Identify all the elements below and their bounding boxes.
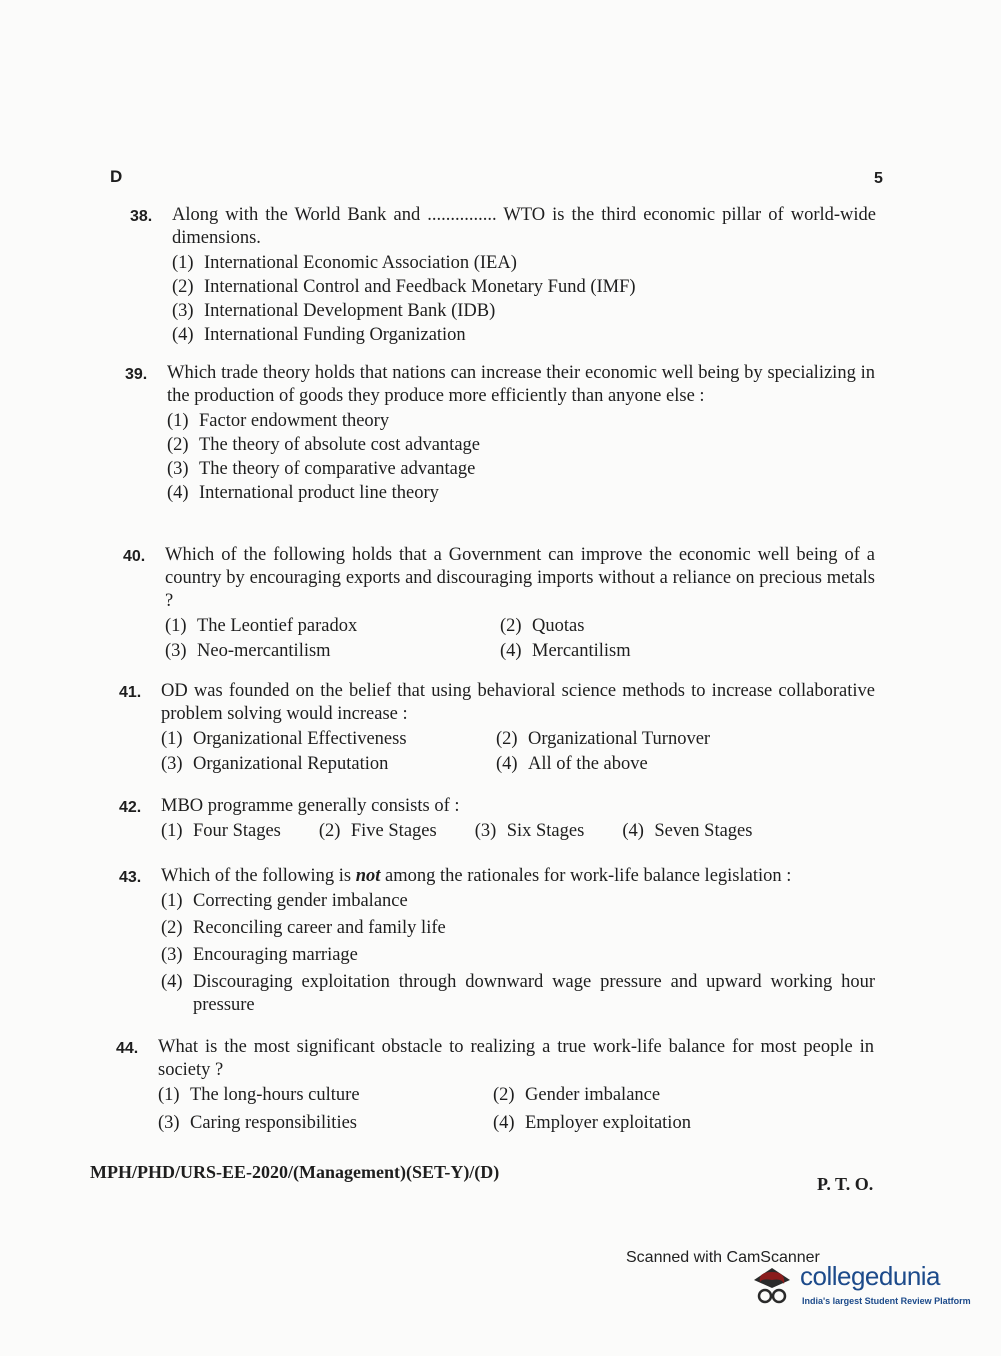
option: (1) International Economic Association (IEA) <box>172 253 517 273</box>
option: (3) International Development Bank (IDB) <box>172 301 496 321</box>
option: (4) Employer exploitation <box>493 1113 691 1133</box>
option: (4) International product line theory <box>167 483 439 503</box>
option: (3) Encouraging marriage <box>161 945 358 965</box>
question-number: 39. <box>125 366 148 383</box>
option: (2) Reconciling career and family life <box>161 918 446 938</box>
option: (4) Discouraging exploitation through downward wage pressure and upward working hour pressure <box>161 972 875 1015</box>
mascot-icon <box>748 1264 796 1310</box>
option: (1) The long-hours culture <box>158 1085 360 1105</box>
option: (4) Seven Stages <box>622 821 753 841</box>
question-38 <box>130 204 876 348</box>
option: (1) Organizational Effectiveness <box>161 729 407 749</box>
option: (4) All of the above <box>496 754 648 774</box>
brand-name: collegedunia <box>800 1261 941 1291</box>
option: (3) The theory of comparative advantage <box>167 459 476 479</box>
option-row <box>161 753 875 778</box>
option: (2) International Control and Feedback Monetary Fund (IMF) <box>172 277 636 297</box>
question-43 <box>119 865 875 1017</box>
scanned-watermark: Scanned with CamScanner <box>626 1249 820 1266</box>
option-row <box>161 728 875 753</box>
question-text: Which of the following holds that a Government can improve the economic well being of a country by encouraging exports and discouraging imports without a reliance on precious metals ? <box>165 545 875 611</box>
brand-tagline: India's largest Student Review Platform <box>802 1296 971 1306</box>
option-row <box>165 640 875 665</box>
option: (3) Neo-mercantilism <box>165 641 331 661</box>
collegedunia-logo <box>748 1258 973 1318</box>
question-number: 40. <box>123 548 146 565</box>
option: (2) Gender imbalance <box>493 1085 661 1105</box>
option: (2) Organizational Turnover <box>496 729 711 749</box>
pto-label: P. T. O. <box>817 1174 874 1194</box>
question-number: 42. <box>119 799 142 816</box>
option-row <box>158 1084 874 1112</box>
option-row <box>165 615 875 640</box>
option: (2) Five Stages <box>318 821 437 841</box>
option: (2) Quotas <box>500 616 585 636</box>
option: (4) Mercantilism <box>500 641 631 661</box>
question-text: Which of the following is not among the rationales for work-life balance legislation : <box>161 866 792 886</box>
option: (1) The Leontief paradox <box>165 616 358 636</box>
question-text: MBO programme generally consists of : <box>161 796 460 816</box>
option: (3) Organizational Reputation <box>161 754 389 774</box>
page-number: 5 <box>874 170 883 187</box>
question-text: What is the most significant obstacle to realizing a true work-life balance for most people in society ? <box>158 1037 874 1080</box>
question-40 <box>123 544 875 665</box>
option: (3) Caring responsibilities <box>158 1113 357 1133</box>
emphasis-not: not <box>355 866 381 886</box>
option: (1) Four Stages <box>161 821 281 841</box>
question-text: Which trade theory holds that nations can increase their economic well being by specializing in the production of goods they produce more efficiently than anyone else : <box>167 363 875 406</box>
option: (3) Six Stages <box>474 821 585 841</box>
question-text: Along with the World Bank and ............... WTO is the third economic pillar of world-wide dimensions. <box>172 205 876 248</box>
question-number: 38. <box>130 208 153 225</box>
option: (1) Correcting gender imbalance <box>161 891 408 911</box>
question-41 <box>119 680 875 778</box>
exam-code: MPH/PHD/URS-EE-2020/(Management)(SET-Y)/(D) <box>90 1162 500 1182</box>
question-number: 44. <box>116 1040 139 1057</box>
set-code: D <box>110 167 123 186</box>
option: (2) The theory of absolute cost advantage <box>167 435 480 455</box>
option-row <box>158 1112 874 1137</box>
question-44 <box>116 1036 874 1137</box>
question-39 <box>125 362 875 506</box>
option-row <box>161 820 875 845</box>
question-42 <box>119 795 875 845</box>
option: (4) International Funding Organization <box>172 325 466 345</box>
question-number: 43. <box>119 869 142 886</box>
question-number: 41. <box>119 684 142 701</box>
option: (1) Factor endowment theory <box>167 411 390 431</box>
question-text: OD was founded on the belief that using behavioral science methods to increase collaborative problem solving would increase : <box>161 681 875 724</box>
